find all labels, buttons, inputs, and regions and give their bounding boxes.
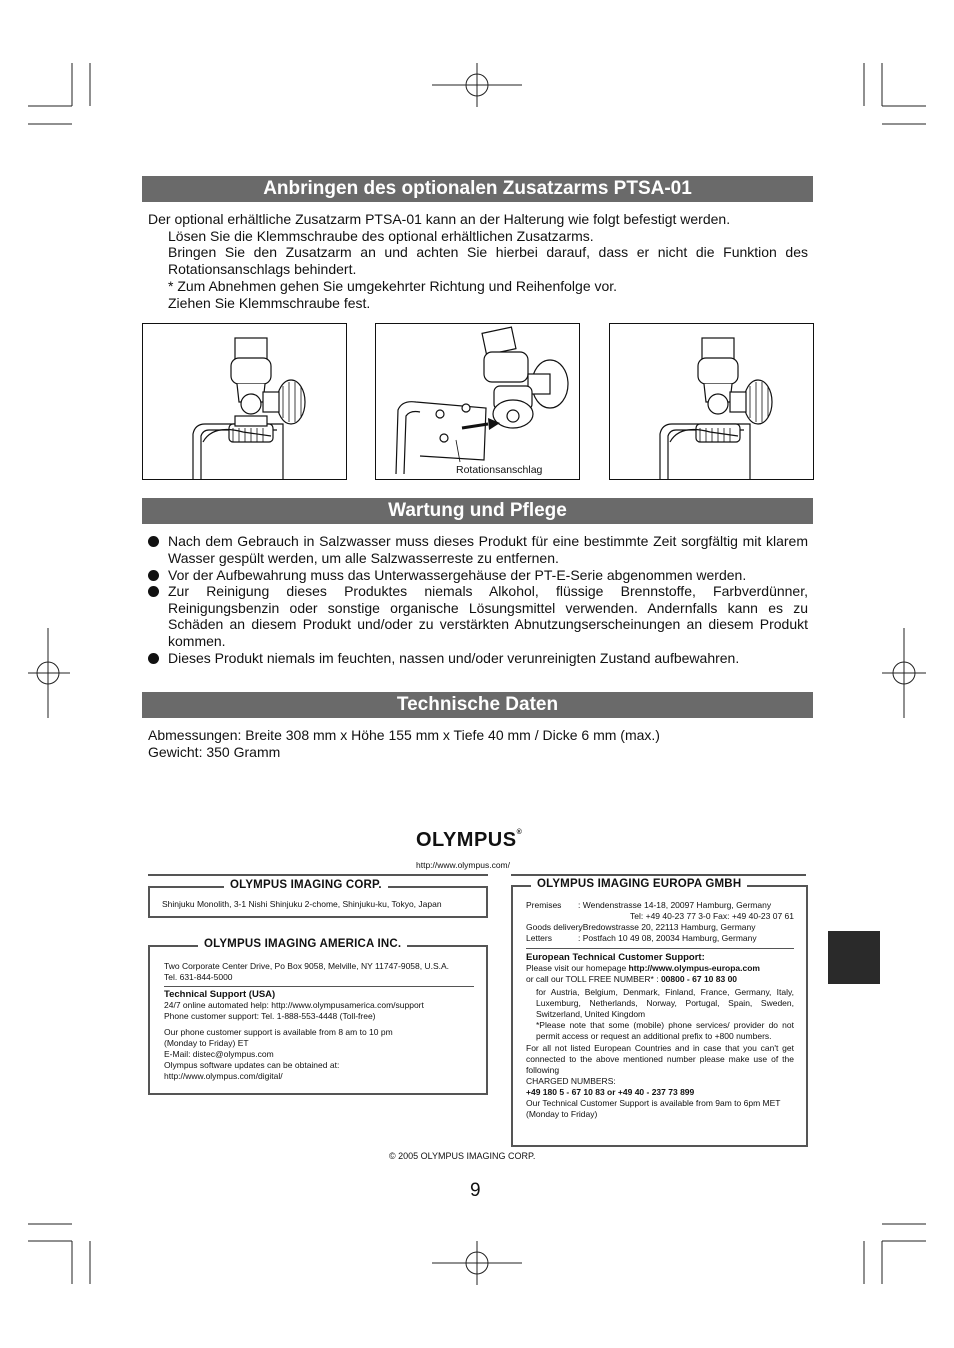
attach-step-1: Lösen Sie die Klemmschraube des optional erhältlichen Zusatzarms.	[168, 228, 594, 244]
list-item: Zur Reinigung dieses Produktes niemals Alkohol, flüssige Brennstoffe, Farbverdünner, Reinigungsbenzin oder sonstige organische Lösungsmittel verwenden. Andernfalls kann es zu Schäden an diesem Produkt und/oder zu verstärkten Abnutzungserscheinungen an diesem Produkt kommen.	[148, 583, 808, 650]
europa-support-title: European Technical Customer Support:	[526, 952, 705, 963]
goods-label: Goods delivery	[526, 922, 583, 932]
bullet-icon	[148, 586, 159, 597]
america-phone: Phone customer support: Tel. 1-888-553-4448 (Toll-free)	[164, 1011, 376, 1021]
section-title-maintenance: Wartung und Pflege	[142, 498, 813, 524]
figure-step-2	[375, 323, 580, 480]
america-hours-2: (Monday to Friday) ET	[164, 1038, 249, 1048]
letters-value: : Postfach 10 49 08, 20034 Hamburg, Germany	[578, 933, 757, 943]
premises-tel: Tel: +49 40-23 77 3-0 Fax: +49 40-23 07 61	[630, 911, 794, 921]
goods-value: : Bredowstrasse 20, 22113 Hamburg, Germany	[578, 922, 756, 932]
section-title-specs: Technische Daten	[142, 692, 813, 718]
specs-weight: Gewicht: 350 Gramm	[148, 744, 281, 760]
specs-dimensions: Abmessungen: Breite 308 mm x Höhe 155 mm x Tiefe 40 mm / Dicke 6 mm (max.)	[148, 727, 660, 743]
america-help[interactable]: 24/7 online automated help: http://www.olympusamerica.com/support	[164, 1000, 424, 1010]
america-support-title: Technical Support (USA)	[164, 989, 276, 1000]
bullet-icon	[148, 653, 159, 664]
figure-step-1	[142, 323, 347, 480]
brand-url[interactable]: http://www.olympus.com/	[416, 860, 511, 870]
europa-note: *Please note that some (mobile) phone services/ provider do not permit access or request an additional prefix to +800 numbers.	[536, 1020, 794, 1041]
section-tab	[828, 931, 880, 984]
divider	[148, 874, 488, 876]
america-address: Two Corporate Center Drive, Po Box 9058, Melville, NY 11747-9058, U.S.A.	[164, 961, 450, 971]
list-item: Vor der Aufbewahrung muss das Unterwassergehäuse der PT-E-Serie abgenommen werden.	[148, 567, 808, 584]
premises-value: : Wendenstrasse 14-18, 20097 Hamburg, Germany	[578, 900, 772, 910]
attach-note: * Zum Abnehmen gehen Sie umgekehrter Richtung und Reihenfolge vor.	[168, 278, 618, 294]
arm-illustration-2	[376, 324, 579, 479]
america-email[interactable]: E-Mail: distec@olympus.com	[164, 1049, 274, 1059]
america-title: OLYMPUS IMAGING AMERICA INC.	[198, 938, 407, 950]
tollfree-number: 00800 - 67 10 83 00	[660, 974, 738, 984]
arm-illustration-1	[143, 324, 346, 479]
europa-other: For all not listed European Countries and in case that you can't get connected to the above mentioned number please make use of the following	[526, 1043, 794, 1075]
bullet-icon	[148, 570, 159, 581]
list-item: Nach dem Gebrauch in Salzwasser muss dieses Produkt für eine bestimmte Zeit sorgfältig mit klarem Wasser gespült werden, um alle Salzwasserreste zu entfernen.	[148, 533, 808, 566]
figure-label-rotation-stop: Rotationsanschlag	[456, 464, 543, 476]
registration-mark-right	[882, 628, 926, 718]
registration-mark-bottom	[432, 1241, 522, 1285]
arm-illustration-3	[610, 324, 813, 479]
list-item: Dieses Produkt niemals im feuchten, nassen und/oder verunreinigten Zustand aufbewahren.	[148, 650, 808, 667]
divider	[511, 874, 806, 876]
corp-contact-box	[148, 879, 488, 918]
europa-title: OLYMPUS IMAGING EUROPA GMBH	[531, 878, 747, 890]
america-updates-2[interactable]: http://www.olympus.com/digital/	[164, 1071, 283, 1081]
page-number: 9	[470, 1180, 481, 1201]
olympus-logo: OLYMPUS®	[416, 829, 523, 851]
copyright: © 2005 OLYMPUS IMAGING CORP.	[389, 1151, 536, 1161]
figure-step-3	[609, 323, 814, 480]
attach-step-2: Bringen Sie den Zusatzarm an und achten Sie hierbei darauf, dass er nicht die Funktion des Rotationsanschlags behindert.	[168, 244, 808, 277]
corp-address: Shinjuku Monolith, 3-1 Nishi Shinjuku 2-chome, Shinjuku-ku, Tokyo, Japan	[162, 899, 442, 909]
america-hours-1: Our phone customer support is available from 8 am to 10 pm	[164, 1027, 393, 1037]
america-updates-1: Olympus software updates can be obtained at:	[164, 1060, 340, 1070]
registration-mark-top	[432, 63, 522, 107]
premises-label: Premises	[526, 900, 562, 910]
europa-contact-box: OLYMPUS IMAGING EUROPA GMBH Premises : Wendenstrasse 14-18, 20097 Hamburg, Germany Tel: +49 40-23 77 3-0 Fax: +49 40-23 07 61 Goods delivery : Bredowstrasse 20, 22113 Hamburg, Germany Letters : Postfach 10 49 08, 20034 Hamburg, Germany European Technical Customer Support: Please visit our homepage http://www.olympus-europa.com or call our TOLL FREE NUMBER* : 00800 - 67 10 83 00 for Austria, Belgium, Denmark, Finland, France, Germany, Italy, Luxemburg, Netherlands, Norway, Portugal, Spain, Sweden, Switzerland, United Kingdom *Please note that some (mobile) phone services/ provider do not permit access or request an additional prefix to +800 numbers. For all not listed European Countries and in case that you can't get connected to the above mentioned number please make use of the following CHARGED NUMBERS: +49 180 5 - 67 10 83 or +49 40 - 237 73 899 Our Technical Customer Support is available from 9am to 6pm MET (Monday to Friday)	[511, 885, 808, 1147]
america-tel: Tel. 631-844-5000	[164, 972, 233, 982]
corp-title: OLYMPUS IMAGING CORP.	[224, 879, 388, 891]
america-contact-box	[148, 938, 488, 1095]
charged-label: CHARGED NUMBERS:	[526, 1076, 616, 1086]
section-title-attach: Anbringen des optionalen Zusatzarms PTSA-01	[142, 176, 813, 202]
attach-intro: Der optional erhältliche Zusatzarm PTSA-01 kann an der Halterung wie folgt befestigt werden.	[148, 211, 731, 227]
europa-homepage-link[interactable]: http://www.olympus-europa.com	[628, 963, 760, 973]
bullet-icon	[148, 536, 159, 547]
charged-numbers: +49 180 5 - 67 10 83 or +49 40 - 237 73 899	[526, 1087, 695, 1097]
europa-countries: for Austria, Belgium, Denmark, Finland, France, Germany, Italy, Luxemburg, Netherlands, Norway, Portugal, Spain, Sweden, Switzerland, United Kingdom	[536, 987, 794, 1019]
attach-step-3: Ziehen Sie Klemmschraube fest.	[168, 295, 371, 311]
europa-hours: Our Technical Customer Support is available from 9am to 6pm MET (Monday to Friday)	[526, 1098, 781, 1119]
registration-mark-left	[28, 628, 70, 718]
letters-label: Letters	[526, 933, 552, 943]
